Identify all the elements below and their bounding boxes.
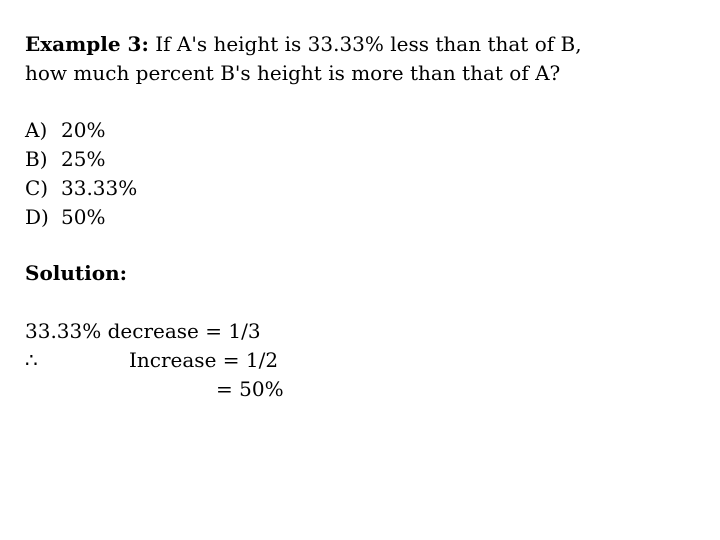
option-letter: D) bbox=[25, 205, 49, 229]
option-d bbox=[25, 203, 105, 231]
option-text: 33.33% bbox=[61, 176, 138, 200]
question-text-1: If A's height is 33.33% less than that of B, bbox=[148, 32, 582, 56]
solution-heading: Solution: bbox=[25, 261, 128, 285]
option-letter: B) bbox=[25, 147, 48, 171]
option-letter: C) bbox=[25, 176, 49, 200]
question-line-2: how much percent B's height is more than that of A? bbox=[25, 61, 561, 85]
solution-line-2-text: Increase = 1/2 bbox=[129, 348, 279, 372]
example-label: Example 3: bbox=[25, 32, 149, 56]
therefore-symbol: ∴ bbox=[25, 348, 38, 372]
question-line-1 bbox=[25, 30, 582, 58]
option-c bbox=[25, 174, 137, 202]
solution-line-1: 33.33% decrease = 1/3 bbox=[25, 319, 261, 343]
option-text: 50% bbox=[61, 205, 106, 229]
option-text: 25% bbox=[61, 147, 106, 171]
option-text: 20% bbox=[61, 118, 106, 142]
solution-line-3: = 50% bbox=[216, 377, 284, 401]
option-letter: A) bbox=[25, 118, 48, 142]
option-b bbox=[25, 145, 105, 173]
solution-line-2 bbox=[25, 346, 278, 374]
option-a bbox=[25, 116, 105, 144]
